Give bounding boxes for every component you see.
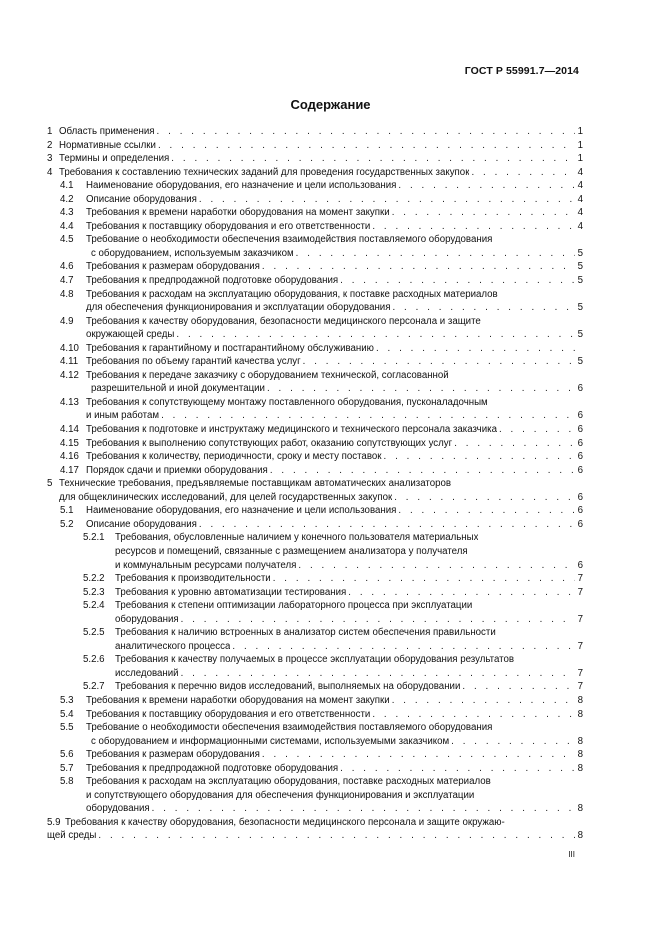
toc-leader-dots <box>372 708 575 722</box>
toc-entry-text: Требования к расходам на эксплуатацию оборудования, поставке расходных материалов <box>86 776 491 788</box>
toc-page-number: 5 <box>577 356 583 368</box>
toc-entry-text: и иным работам <box>86 410 160 422</box>
toc-leader-dots <box>262 748 575 762</box>
toc-page-number: 6 <box>577 383 583 395</box>
toc-leader-dots <box>98 829 575 843</box>
toc-leader-dots <box>298 559 575 573</box>
toc-entry[interactable] <box>47 626 583 653</box>
toc-entry-number: 4.1 <box>60 180 74 192</box>
toc-entry[interactable] <box>47 464 583 478</box>
toc-entry-text: Требования к степени оптимизации лабораторного процесса при эксплуатации <box>115 600 473 612</box>
toc-page-number: 7 <box>577 667 583 679</box>
toc-page-number: 4 <box>577 166 583 178</box>
toc-entry-text: для обеспечения функционирования и эксплуатации оборудования <box>86 302 391 314</box>
toc-entry-text: Описание оборудования <box>86 193 197 205</box>
toc-entry-number: 5.2.5 <box>83 627 105 639</box>
toc-page-number: 6 <box>577 559 583 571</box>
toc-entry-number: 4 <box>47 166 53 178</box>
toc-entry-number: 4.17 <box>60 464 79 476</box>
toc-entry-number: 5.4 <box>60 708 74 720</box>
toc-entry[interactable] <box>47 748 583 762</box>
toc-entry-text: оборудования <box>115 613 179 625</box>
toc-entry-number: 5.2.1 <box>83 532 105 544</box>
toc-entry-text: Термины и определения <box>59 153 170 165</box>
toc-entry-text: Требования к гарантийному и постгарантийному обслуживанию <box>86 342 374 354</box>
toc-entry-text: Требования по объему гарантий качества услуг <box>86 356 301 368</box>
toc-entry-number: 4.2 <box>60 193 74 205</box>
toc-leader-dots <box>340 762 575 776</box>
toc-page-number: 6 <box>577 410 583 422</box>
toc-entry-number: 5.2.3 <box>83 586 105 598</box>
toc-page-number: 6 <box>577 451 583 463</box>
toc-leader-dots <box>384 450 576 464</box>
toc-entry-text: для общеклинических исследований, для целей государственных закупок <box>59 491 393 503</box>
toc-entry-text: Требования к размерам оборудования <box>86 261 260 273</box>
toc-entry-number: 4.4 <box>60 220 74 232</box>
toc-entry-text: Требования к уровню автоматизации тестирования <box>115 586 347 598</box>
toc-page-number: 6 <box>577 505 583 517</box>
toc-entry-number: 4.13 <box>60 396 79 408</box>
toc-entry-text: Требования, обусловленные наличием у конечного пользователя материальных <box>115 532 479 544</box>
toc-entry[interactable] <box>47 206 583 220</box>
toc-entry[interactable] <box>47 694 583 708</box>
toc-leader-dots <box>199 193 575 207</box>
toc-entry-text: Порядок сдачи и приемки оборудования <box>86 464 268 476</box>
toc-entry[interactable] <box>47 152 583 166</box>
toc-entry-text: и коммунальным ресурсами получателя <box>115 559 297 571</box>
toc-entry-number: 1 <box>47 126 53 137</box>
toc-entry-number: 4.6 <box>60 261 74 273</box>
toc-leader-dots <box>392 206 575 220</box>
toc-leader-dots <box>273 572 575 586</box>
toc-leader-dots <box>398 179 575 193</box>
toc-entry[interactable] <box>47 572 583 586</box>
toc-leader-dots <box>232 640 575 654</box>
toc-leader-dots <box>296 247 575 261</box>
toc-entry[interactable] <box>47 139 583 153</box>
toc-entry-number: 4.15 <box>60 437 79 449</box>
toc-entry-text: щей среды <box>47 830 97 842</box>
toc-leader-dots <box>270 464 575 478</box>
toc-entry[interactable] <box>47 477 583 504</box>
toc-page-number: 4 <box>577 207 583 219</box>
toc-leader-dots <box>392 694 575 708</box>
toc-entry[interactable] <box>47 599 583 626</box>
toc-entry[interactable] <box>47 274 583 288</box>
toc-entry-text: Требования к качеству оборудования, безопасности медицинского персонала и защите <box>86 315 481 327</box>
toc-page-number: 4 <box>577 220 583 232</box>
toc-entry-number: 4.16 <box>60 451 79 463</box>
toc-leader-dots <box>376 342 575 356</box>
toc-entry-text: Требования к сопутствующему монтажу поставленного оборудования, пусконаладочным <box>86 396 488 408</box>
toc-entry[interactable] <box>47 816 583 843</box>
toc-entry-number: 2 <box>47 139 53 151</box>
toc-entry[interactable] <box>47 762 583 776</box>
toc-entry-number: 5.2.2 <box>83 573 105 585</box>
toc-entry-number: 4.3 <box>60 207 74 219</box>
toc-leader-dots <box>171 152 575 166</box>
toc-entry-text: Требования к времени наработки оборудования на момент закупки <box>86 694 390 706</box>
toc-entry-text: Требования к наличию встроенных в анализатор систем обеспечения правильности <box>115 627 496 639</box>
toc-entry-text: Требования к поставщику оборудования и его ответственности <box>86 708 371 720</box>
toc-entry[interactable] <box>47 518 583 532</box>
toc-entry-number: 5.8 <box>60 776 74 788</box>
toc-entry-text: Нормативные ссылки <box>59 139 156 151</box>
toc-entry-text: Требование о необходимости обеспечения взаимодействия поставляемого оборудования <box>86 234 493 246</box>
toc-entry-text: оборудования <box>86 803 150 815</box>
toc-entry[interactable] <box>47 315 583 342</box>
toc-page-number: 1 <box>577 153 583 165</box>
toc-entry[interactable] <box>47 396 583 423</box>
toc-entry[interactable] <box>47 775 583 816</box>
toc-leader-dots <box>262 260 575 274</box>
toc-entry-text: Требования к перечню видов исследований, выполняемых на оборудовании <box>115 681 461 693</box>
toc-leader-dots <box>176 328 575 342</box>
toc-entry-text: Требования к производительности <box>115 573 271 585</box>
toc-entry-number: 4.10 <box>60 342 79 354</box>
toc-entry[interactable] <box>47 721 583 748</box>
toc-entry-number: 4.5 <box>60 234 74 246</box>
toc-entry-text: Требования к времени наработки оборудования на момент закупки <box>86 207 390 219</box>
toc-page-number: 1 <box>577 139 583 151</box>
toc-entry-text: разрешительной и иной документации <box>91 383 265 395</box>
toc-entry[interactable] <box>47 166 583 180</box>
toc-leader-dots <box>199 518 575 532</box>
toc-page-number: 8 <box>577 735 583 747</box>
toc-entry-number: 5.3 <box>60 694 74 706</box>
toc-entry-number: 4.7 <box>60 275 74 287</box>
toc-page-number: 4 <box>577 193 583 205</box>
toc-entry-number: 5.1 <box>60 505 74 517</box>
toc-entry-text: Требования к выполнению сопутствующих работ, оказанию сопутствующих услуг <box>86 437 453 449</box>
toc-page-number: 8 <box>577 749 583 761</box>
toc-entry-number: 3 <box>47 153 53 165</box>
toc-page-number: 7 <box>577 681 583 693</box>
toc-entry-text: окружающей среды <box>86 329 175 341</box>
toc-page-number: 5 <box>577 275 583 287</box>
toc-entry[interactable] <box>47 586 583 600</box>
toc-page-number: 8 <box>577 762 583 774</box>
toc-page-number: 7 <box>577 586 583 598</box>
toc-leader-dots <box>394 491 575 505</box>
toc-entry[interactable] <box>47 369 583 396</box>
page-number: III <box>568 850 575 859</box>
toc-entry-number: 5.2.6 <box>83 654 105 666</box>
toc-entry-number: 5.2.7 <box>83 681 105 693</box>
toc-leader-dots <box>499 423 575 437</box>
toc-entry-text: Требования к размерам оборудования <box>86 749 260 761</box>
toc-page-number: 7 <box>577 613 583 625</box>
toc-entry[interactable] <box>47 437 583 451</box>
toc-entry-text: Требования к подготовке и инструктажу медицинского и технического персонала заказчика <box>86 424 497 436</box>
toc-page-number: 5 <box>577 261 583 273</box>
toc-page-number: 4 <box>577 180 583 192</box>
toc-entry-text: Технические требования, предъявляемые поставщикам автоматических анализаторов <box>59 478 452 490</box>
toc-page-number: 5 <box>577 302 583 314</box>
toc-entry-number: 4.12 <box>60 369 79 381</box>
toc-entry-number: 5.6 <box>60 749 74 761</box>
toc-entry-number: 5.2.4 <box>83 600 105 612</box>
toc-page-number: 8 <box>577 708 583 720</box>
toc-entry-text: с оборудованием и информационными системами, используемыми заказчиком <box>91 735 450 747</box>
toc-leader-dots <box>372 220 575 234</box>
toc-entry-text: Требования к количеству, периодичности, сроку и месту поставок <box>86 451 382 463</box>
toc-leader-dots <box>454 437 575 451</box>
toc-page-number: 1 <box>577 126 583 137</box>
toc-entry-text: аналитического процесса <box>115 640 231 652</box>
toc-entry-number: 4.8 <box>60 288 74 300</box>
toc-entry-text: Требования к передаче заказчику с оборудованием технической, согласованной <box>86 369 449 381</box>
page-title: Содержание <box>290 97 371 112</box>
toc-entry-text: и сопутствующего оборудования для обеспечения функционирования и эксплуатации <box>86 789 475 801</box>
toc-leader-dots <box>181 613 575 627</box>
toc-entry-text: с оборудованием, используемым заказчиком <box>91 247 294 259</box>
toc-entry[interactable] <box>47 504 583 518</box>
toc-entry-text: Область применения <box>59 126 155 137</box>
toc-entry-text: Требования к составлению технических заданий для проведения государственных закупок <box>59 166 470 178</box>
toc-entry[interactable] <box>47 531 583 572</box>
toc-leader-dots <box>267 382 575 396</box>
toc-entry[interactable] <box>47 125 583 139</box>
toc-entry-text: Наименование оборудования, его назначение и цели использования <box>86 180 397 192</box>
toc-leader-dots <box>152 802 575 816</box>
table-of-contents <box>47 125 583 843</box>
toc-entry-number: 4.11 <box>60 356 79 368</box>
toc-page-number: 8 <box>577 694 583 706</box>
toc-entry-text: Требование о необходимости обеспечения взаимодействия поставляемого оборудования <box>86 722 493 734</box>
toc-leader-dots <box>158 139 575 153</box>
toc-page-number: 7 <box>577 640 583 652</box>
toc-leader-dots <box>451 735 575 749</box>
toc-entry-number: 5.7 <box>60 762 74 774</box>
toc-entry[interactable] <box>47 342 583 356</box>
toc-leader-dots <box>181 667 575 681</box>
toc-entry[interactable] <box>47 423 583 437</box>
toc-page-number: 6 <box>577 518 583 530</box>
toc-entry[interactable] <box>47 708 583 722</box>
toc-page-number: 5 <box>577 247 583 259</box>
toc-leader-dots <box>348 586 575 600</box>
toc-page-number: 6 <box>577 424 583 436</box>
toc-entry[interactable] <box>47 288 583 315</box>
toc-entry-number: 5 <box>47 478 53 490</box>
toc-entry[interactable] <box>47 233 583 260</box>
toc-entry[interactable] <box>47 450 583 464</box>
toc-leader-dots <box>462 680 575 694</box>
toc-leader-dots <box>303 355 575 369</box>
toc-leader-dots <box>340 274 575 288</box>
toc-page-number: 7 <box>577 573 583 585</box>
toc-page-number: 5 <box>577 329 583 341</box>
document-code: ГОСТ Р 55991.7—2014 <box>464 65 579 77</box>
toc-leader-dots <box>471 166 575 180</box>
toc-leader-dots <box>157 125 575 139</box>
toc-entry[interactable] <box>47 653 583 680</box>
toc-entry[interactable] <box>47 220 583 234</box>
toc-leader-dots <box>161 409 575 423</box>
toc-entry-text: Требования к поставщику оборудования и его ответственности <box>86 220 371 232</box>
toc-page-number: 8 <box>577 803 583 815</box>
toc-entry-text: Требования к расходам на эксплуатацию оборудования, к поставке расходных материалов <box>86 288 498 300</box>
toc-entry[interactable] <box>47 260 583 274</box>
toc-entry-number: 5.5 <box>60 722 74 734</box>
toc-entry[interactable] <box>47 355 583 369</box>
toc-page-number: 6 <box>577 437 583 449</box>
toc-entry-number: 4.9 <box>60 315 74 327</box>
toc-entry[interactable] <box>47 179 583 193</box>
toc-entry-text: Требования к качеству оборудования, безопасности медицинского персонала и защите окружаю- <box>65 816 505 828</box>
toc-entry-number: 4.14 <box>60 424 79 436</box>
toc-entry-text: Требования к качеству получаемых в процессе эксплуатации оборудования результатов <box>115 654 515 666</box>
toc-leader-dots <box>398 504 575 518</box>
toc-entry[interactable] <box>47 680 583 694</box>
toc-entry-text: Требования к предпродажной подготовке оборудования <box>86 275 339 287</box>
toc-leader-dots <box>392 301 575 315</box>
toc-entry-text: Описание оборудования <box>86 518 197 530</box>
toc-entry-text: исследований <box>115 667 179 679</box>
toc-page-number: 6 <box>577 491 583 503</box>
toc-entry-number: 5.2 <box>60 518 74 530</box>
toc-entry[interactable] <box>47 193 583 207</box>
toc-entry-text: ресурсов и помещений, связанные с размещением анализатора у получателя <box>115 545 468 557</box>
toc-page-number: 6 <box>577 464 583 476</box>
toc-entry-number: 5.9 <box>47 816 61 828</box>
toc-entry-text: Наименование оборудования, его назначение и цели использования <box>86 505 397 517</box>
toc-entry-text: Требования к предпродажной подготовке оборудования <box>86 762 339 774</box>
toc-page-number: 8 <box>577 830 583 842</box>
